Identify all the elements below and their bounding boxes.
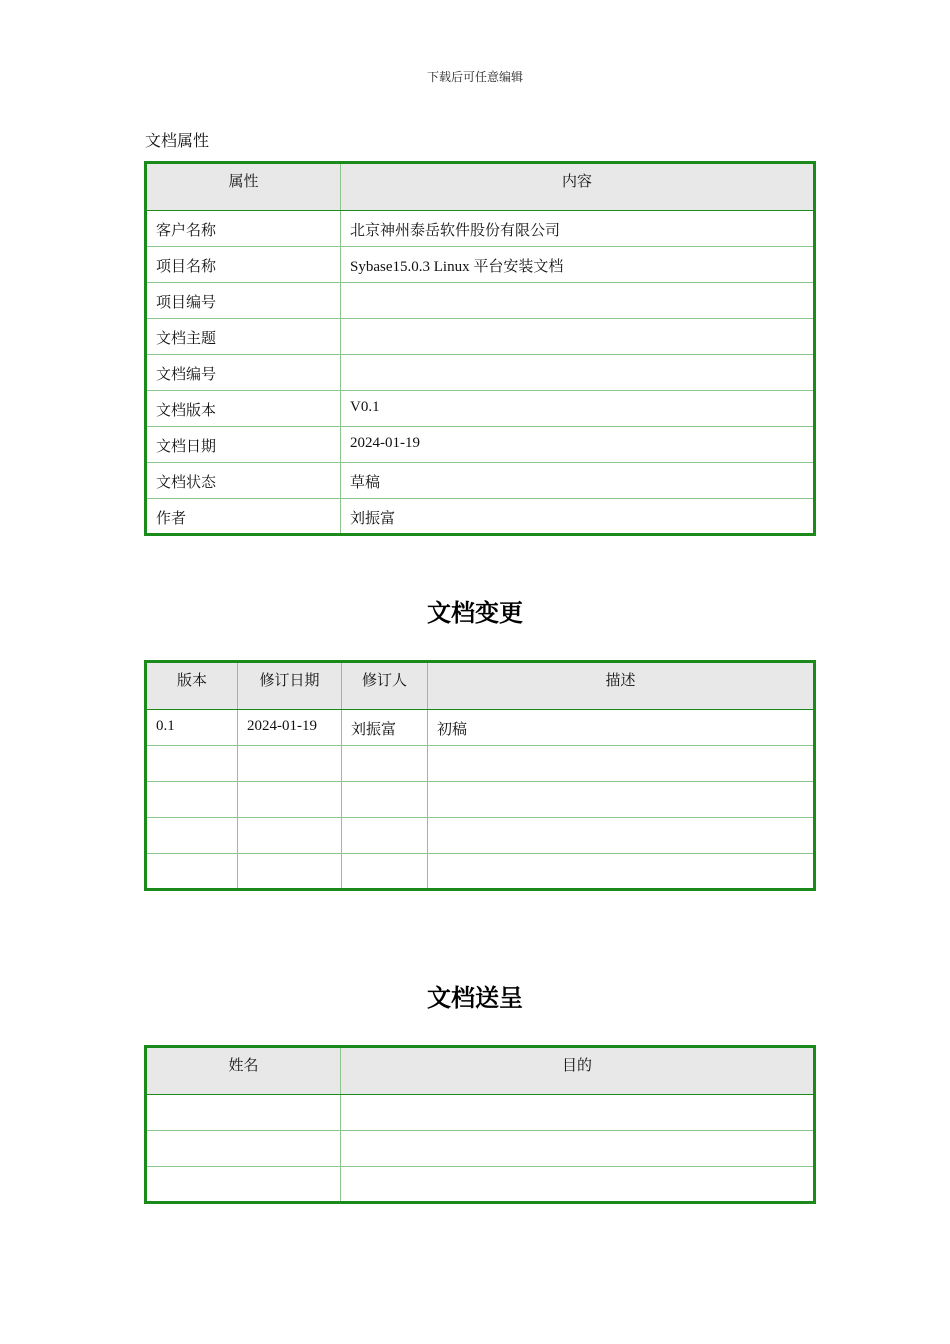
date-cell: [238, 782, 342, 818]
date-cell: [238, 854, 342, 890]
attribute-value: [341, 283, 815, 319]
table-row: [146, 499, 815, 535]
reviser-cell: [342, 854, 428, 890]
table-header-row: [146, 163, 815, 211]
table-row: [146, 391, 815, 427]
delivery-table: [144, 1045, 816, 1204]
table-row: [146, 710, 815, 746]
column-header: 修订日期: [238, 662, 342, 710]
recipient-name-cell: [146, 1095, 341, 1131]
column-header: 姓名: [146, 1047, 341, 1095]
table-row: [146, 818, 815, 854]
description-cell: 初稿: [428, 710, 815, 746]
date-cell: [238, 746, 342, 782]
attributes-table: [144, 161, 816, 536]
column-header: 版本: [146, 662, 238, 710]
column-header: 描述: [428, 662, 815, 710]
table-row: [146, 283, 815, 319]
table-row: [146, 247, 815, 283]
attribute-key: 文档日期: [146, 427, 341, 463]
reviser-cell: [342, 746, 428, 782]
table-header-row: [146, 1047, 815, 1095]
attribute-key: 文档主题: [146, 319, 341, 355]
attribute-value: 草稿: [341, 463, 815, 499]
purpose-cell: [341, 1095, 815, 1131]
date-cell: 2024-01-19: [238, 710, 342, 746]
table-row: [146, 1131, 815, 1167]
reviser-cell: [342, 818, 428, 854]
table-row: [146, 211, 815, 247]
description-cell: [428, 854, 815, 890]
description-cell: [428, 818, 815, 854]
delivery-heading: 文档送呈: [427, 984, 523, 1012]
attribute-key: 文档状态: [146, 463, 341, 499]
table-row: [146, 463, 815, 499]
version-cell: 0.1: [146, 710, 238, 746]
purpose-cell: [341, 1131, 815, 1167]
version-cell: [146, 854, 238, 890]
changes-table: [144, 660, 816, 891]
column-header: 内容: [341, 163, 815, 211]
version-cell: [146, 782, 238, 818]
attribute-key: 项目编号: [146, 283, 341, 319]
attribute-value: Sybase15.0.3 Linux 平台安装文档: [341, 247, 815, 283]
version-cell: [146, 818, 238, 854]
column-header: 修订人: [342, 662, 428, 710]
attribute-value: [341, 355, 815, 391]
purpose-cell: [341, 1167, 815, 1203]
attributes-section-label: 文档属性: [145, 133, 210, 150]
attribute-value: 北京神州泰岳软件股份有限公司: [341, 211, 815, 247]
attribute-value: V0.1: [341, 391, 815, 427]
page-header-note: 下载后可任意编辑: [426, 70, 523, 84]
attribute-key: 作者: [146, 499, 341, 535]
table-row: [146, 427, 815, 463]
table-row: [146, 355, 815, 391]
description-cell: [428, 782, 815, 818]
description-cell: [428, 746, 815, 782]
table-row: [146, 1167, 815, 1203]
attribute-key: 文档编号: [146, 355, 341, 391]
attribute-key: 项目名称: [146, 247, 341, 283]
column-header: 属性: [146, 163, 341, 211]
table-row: [146, 1095, 815, 1131]
version-cell: [146, 746, 238, 782]
attribute-value: 刘振富: [341, 499, 815, 535]
attribute-key: 客户名称: [146, 211, 341, 247]
column-header: 目的: [341, 1047, 815, 1095]
attribute-value: [341, 319, 815, 355]
date-cell: [238, 818, 342, 854]
table-row: [146, 319, 815, 355]
table-row: [146, 782, 815, 818]
table-row: [146, 746, 815, 782]
table-row: [146, 854, 815, 890]
table-header-row: [146, 662, 815, 710]
recipient-name-cell: [146, 1167, 341, 1203]
reviser-cell: [342, 782, 428, 818]
recipient-name-cell: [146, 1131, 341, 1167]
attribute-key: 文档版本: [146, 391, 341, 427]
changes-heading: 文档变更: [427, 599, 523, 627]
reviser-cell: 刘振富: [342, 710, 428, 746]
attribute-value: 2024-01-19: [341, 427, 815, 463]
